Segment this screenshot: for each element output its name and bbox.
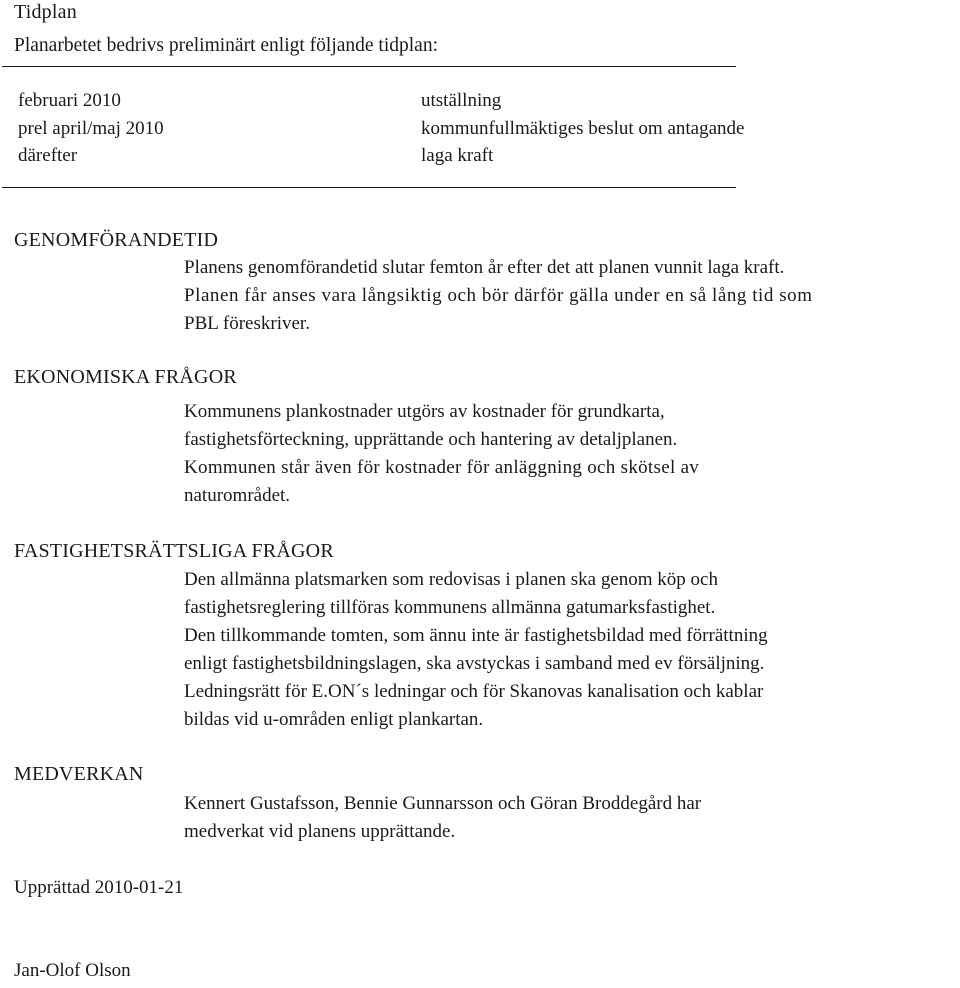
section-heading-genomforandetid: GENOMFÖRANDETID (14, 229, 219, 251)
text-line: Den tillkommande tomten, som ännu inte är fastighetsbildad med förrättning (184, 625, 768, 646)
text-line: Planens genomförandetid slutar femton år efter det att planen vunnit laga kraft. (184, 257, 785, 278)
text-line: Planen får anses vara långsiktig och bör därför gälla under en så lång tid som (184, 285, 813, 306)
text-line: enligt fastighetsbildningslagen, ska avstyckas i samband med ev försäljning. (184, 653, 765, 674)
text-line: PBL föreskriver. (184, 313, 310, 334)
text-line: Den allmänna platsmarken som redovisas i planen ska genom köp och (184, 569, 718, 590)
timeplan-row-what: kommunfullmäktiges beslut om antagande (421, 118, 745, 139)
text-line: bildas vid u-områden enligt plankartan. (184, 709, 484, 730)
bottom-divider (2, 187, 736, 188)
section-heading-medverkan: MEDVERKAN (14, 763, 144, 785)
medverkan-text (184, 790, 954, 846)
ekonomiska-text (184, 398, 954, 510)
section-heading-fastighetsrattsliga: FASTIGHETSRÄTTSLIGA FRÅGOR (14, 540, 334, 562)
text-line: fastighetsförteckning, upprättande och hantering av detaljplanen. (184, 429, 678, 450)
timeplan-row-when: februari 2010 (18, 90, 121, 111)
timeplan-row-when: därefter (18, 145, 78, 166)
top-divider (2, 66, 736, 67)
section-heading-ekonomiska: EKONOMISKA FRÅGOR (14, 366, 237, 388)
text-line: Kommunens plankostnader utgörs av kostnader för grundkarta, (184, 401, 665, 422)
text-line: Kennert Gustafsson, Bennie Gunnarsson och Göran Broddegård har (184, 793, 702, 814)
text-line: medverkat vid planens upprättande. (184, 821, 456, 842)
text-line: Kommunen står även för kostnader för anläggning och skötsel av (184, 457, 700, 478)
timeplan-intro: Planarbetet bedrivs preliminärt enligt följande tidplan: (14, 35, 439, 56)
timeplan-row-when: prel april/maj 2010 (18, 118, 164, 139)
timeplan-title: Tidplan (14, 1, 77, 23)
text-line: Ledningsrätt för E.ON´s ledningar och för Skanovas kanalisation och kablar (184, 681, 764, 702)
text-line: fastighetsreglering tillföras kommunens allmänna gatumarksfastighet. (184, 597, 716, 618)
author-name: Jan-Olof Olson (14, 960, 131, 981)
timeplan-row-what: utställning (421, 90, 502, 111)
genomforandetid-text (184, 254, 954, 338)
text-line: naturområdet. (184, 485, 291, 506)
prepared-date: Upprättad 2010-01-21 (14, 877, 184, 898)
timeplan-row-what: laga kraft (421, 145, 494, 166)
fastighetsrattsliga-text (184, 566, 954, 734)
